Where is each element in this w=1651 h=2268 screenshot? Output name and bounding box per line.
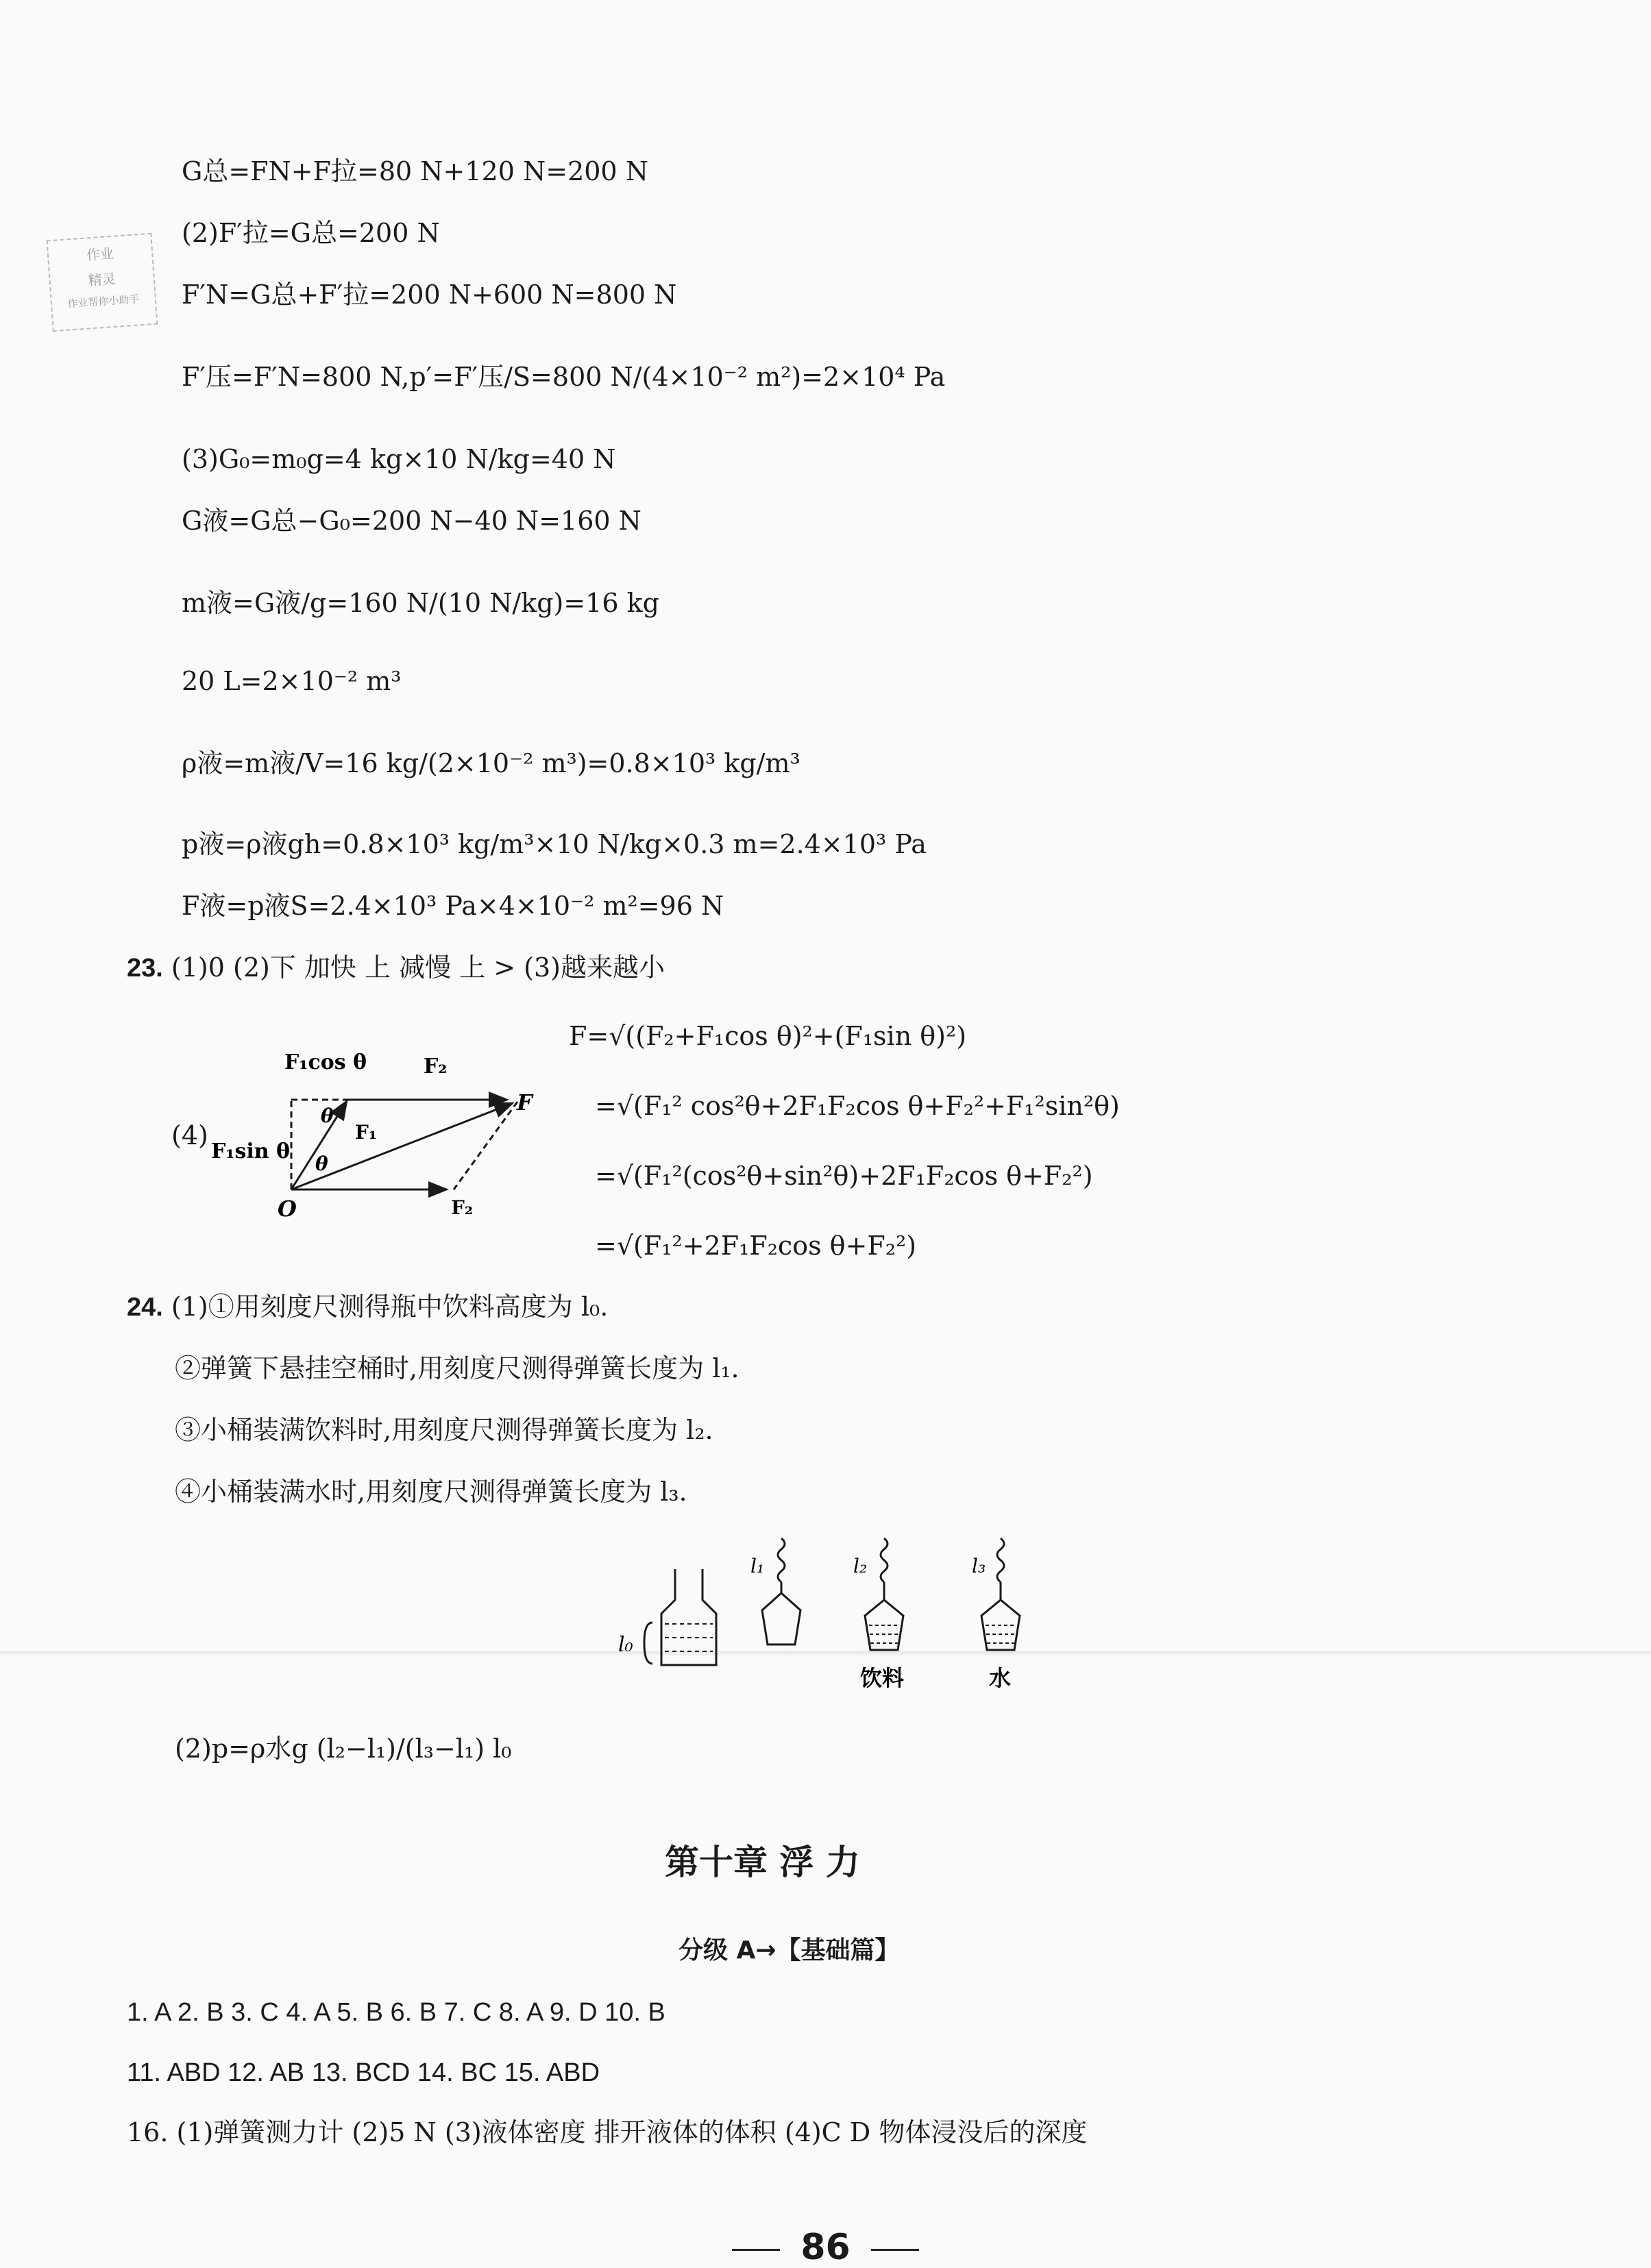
label-f1: F₁	[355, 1121, 378, 1144]
answers-row-3: 16. (1)弹簧测力计 (2)5 N (3)液体密度 排开液体的体积 (4)C D 物体浸没后的深度	[127, 2117, 1088, 2147]
solution-line-4: F′压=F′N=800 N,p′=F′压/S=800 N/(4×10⁻² m²)=2×10⁴ Pa	[182, 362, 946, 392]
label-water: 水	[989, 1665, 1012, 1691]
q23-part4-label: (4)	[171, 1120, 208, 1150]
page-footer	[0, 2227, 1651, 2268]
solution-line-8: 20 L=2×10⁻² m³	[182, 666, 402, 696]
q23-eq-2: =√(F₁² cos²θ+2F₁F₂cos θ+F₂²+F₁²sin²θ)	[595, 1091, 1120, 1121]
solution-line-2: (2)F′拉=G总=200 N	[182, 218, 440, 248]
label-f1sin: F₁sin θ	[211, 1139, 290, 1163]
label-theta-lower: θ	[315, 1153, 328, 1175]
solution-line-1: G总=FN+F拉=80 N+120 N=200 N	[182, 156, 648, 186]
label-f2: F₂	[451, 1196, 474, 1219]
spring-bucket-diagram	[610, 1528, 1049, 1699]
chapter-title: 第十章 浮 力	[665, 1842, 860, 1882]
label-origin: O	[278, 1196, 297, 1222]
answers-row-2: 11. ABD 12. AB 13. BCD 14. BC 15. ABD	[127, 2058, 600, 2087]
q24-part2: (2)p=ρ水g (l₂−l₁)/(l₃−l₁) l₀	[175, 1734, 512, 1764]
q24-step-2: ②弹簧下悬挂空桶时,用刻度尺测得弹簧长度为 l₁.	[175, 1353, 739, 1383]
q24-number: 24.	[127, 1293, 163, 1322]
force-diagram	[206, 1048, 562, 1233]
q24-step-1: 24. (1)①用刻度尺测得瓶中饮料高度为 l₀.	[127, 1292, 609, 1322]
footer-rule-right	[871, 2249, 919, 2251]
label-l3: l₃	[972, 1555, 986, 1577]
q24-step-3: ③小桶装满饮料时,用刻度尺测得弹簧长度为 l₂.	[175, 1415, 713, 1445]
solution-line-7: m液=G液/g=160 N/(10 N/kg)=16 kg	[182, 588, 659, 618]
q23-eq-1: F=√((F₂+F₁cos θ)²+(F₁sin θ)²)	[569, 1021, 967, 1051]
q23-eq-4: =√(F₁²+2F₁F₂cos θ+F₂²)	[595, 1231, 917, 1261]
q23-answer: 23. (1)0 (2)下 加快 上 减慢 上 > (3)越来越小	[127, 952, 665, 983]
label-f2-top: F₂	[424, 1055, 448, 1078]
label-l2: l₂	[853, 1555, 868, 1577]
label-l1: l₁	[750, 1555, 765, 1577]
solution-line-6: G液=G总−G₀=200 N−40 N=160 N	[182, 506, 641, 536]
solution-line-3: F′N=G总+F′拉=200 N+600 N=800 N	[182, 280, 677, 310]
section-level-heading: 分级 A→【基础篇】	[678, 1936, 900, 1964]
watermark-stamp: 作业 精灵 作业帮你小助手	[47, 233, 158, 332]
solution-line-9: ρ液=m液/V=16 kg/(2×10⁻² m³)=0.8×10³ kg/m³	[182, 748, 800, 778]
label-f1cos: F₁cos θ	[284, 1050, 367, 1074]
q24-step-4: ④小桶装满水时,用刻度尺测得弹簧长度为 l₃.	[175, 1477, 687, 1507]
answers-row-1: 1. A 2. B 3. C 4. A 5. B 6. B 7. C 8. A 9. D 10. B	[127, 1998, 665, 2027]
footer-rule-left	[732, 2249, 780, 2251]
label-f: F	[517, 1089, 533, 1115]
page-number: 86	[800, 2227, 851, 2268]
q23-number: 23.	[127, 954, 163, 983]
solution-line-5: (3)G₀=m₀g=4 kg×10 N/kg=40 N	[182, 444, 616, 474]
solution-line-10: p液=ρ液gh=0.8×10³ kg/m³×10 N/kg×0.3 m=2.4×10³ Pa	[182, 829, 927, 859]
label-l0: l₀	[618, 1633, 633, 1657]
solution-line-11: F液=p液S=2.4×10³ Pa×4×10⁻² m²=96 N	[182, 891, 724, 921]
q23-eq-3: =√(F₁²(cos²θ+sin²θ)+2F₁F₂cos θ+F₂²)	[595, 1161, 1093, 1191]
label-theta-upper: θ	[321, 1105, 334, 1127]
label-drink: 饮料	[860, 1665, 905, 1691]
